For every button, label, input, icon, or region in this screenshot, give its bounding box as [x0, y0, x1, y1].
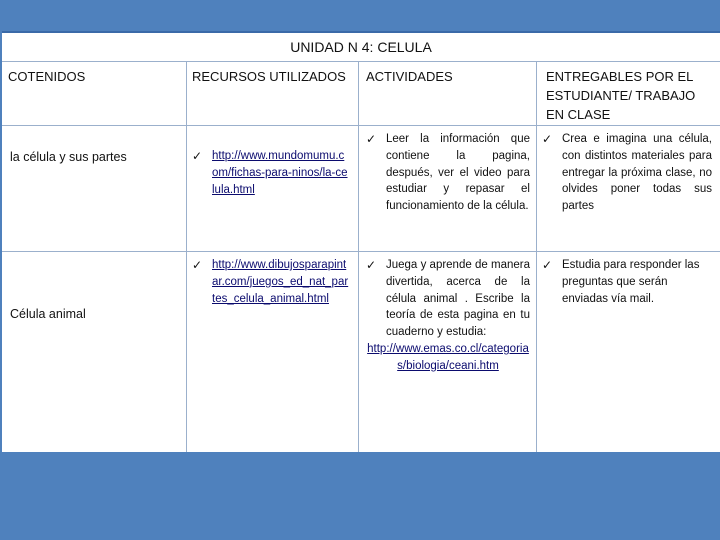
contenido-cell: Célula animal: [10, 307, 86, 321]
actividad-cell: [366, 131, 530, 215]
header-entregables: ENTREGABLES POR EL ESTUDIANTE/ TRABAJO EN CLASE: [546, 69, 696, 122]
checkmark-icon: ✓: [366, 132, 377, 146]
checkmark-icon: ✓: [192, 258, 203, 272]
header-recursos: RECURSOS UTILIZADOS: [192, 69, 346, 84]
checkmark-icon: ✓: [542, 132, 553, 146]
column-divider: [536, 61, 537, 452]
recurso-cell: [192, 148, 350, 198]
column-divider: [186, 61, 187, 452]
actividad-text: Juega y aprende de manera divertida, acerca de la célula animal . Escribe la teoría de esta pagina en tu cuaderno y estudia:: [386, 259, 530, 339]
header-contenidos: COTENIDOS: [8, 69, 86, 84]
contenido-cell: la célula y sus partes: [10, 150, 127, 164]
actividad-text: Leer la información que contiene la pagina, después, ver el video para estudiar y repasar el funcionamiento de la célula.: [386, 133, 530, 213]
checkmark-icon: ✓: [366, 258, 377, 272]
column-divider: [358, 61, 359, 452]
table-title: UNIDAD N 4: CELULA: [2, 33, 720, 62]
recurso-cell: [192, 257, 350, 307]
entregable-text: Estudia para responder las preguntas que serán enviadas vía mail.: [562, 259, 700, 305]
row-divider: [2, 125, 720, 126]
checkmark-icon: ✓: [192, 149, 203, 163]
recurso-link[interactable]: http://www.dibujosparapintar.com/juegos_ed_nat_partes_celula_animal.html: [212, 259, 349, 305]
actividad-cell: [366, 257, 530, 375]
lesson-table: [2, 31, 720, 452]
entregable-text: Crea e imagina una célula, con distintos materiales para entregar la próxima clase, no olvides poner todas sus partes: [562, 133, 712, 213]
header-actividades: ACTIVIDADES: [366, 69, 453, 84]
checkmark-icon: ✓: [542, 258, 553, 272]
actividad-link[interactable]: http://www.emas.co.cl/categorias/biologia/ceani.htm: [367, 342, 529, 372]
entregable-cell: [542, 131, 712, 215]
row-divider: [2, 251, 720, 252]
recurso-link[interactable]: http://www.mundomumu.com/fichas-para-ninos/la-celula.html: [212, 150, 348, 196]
entregable-cell: [542, 257, 712, 307]
